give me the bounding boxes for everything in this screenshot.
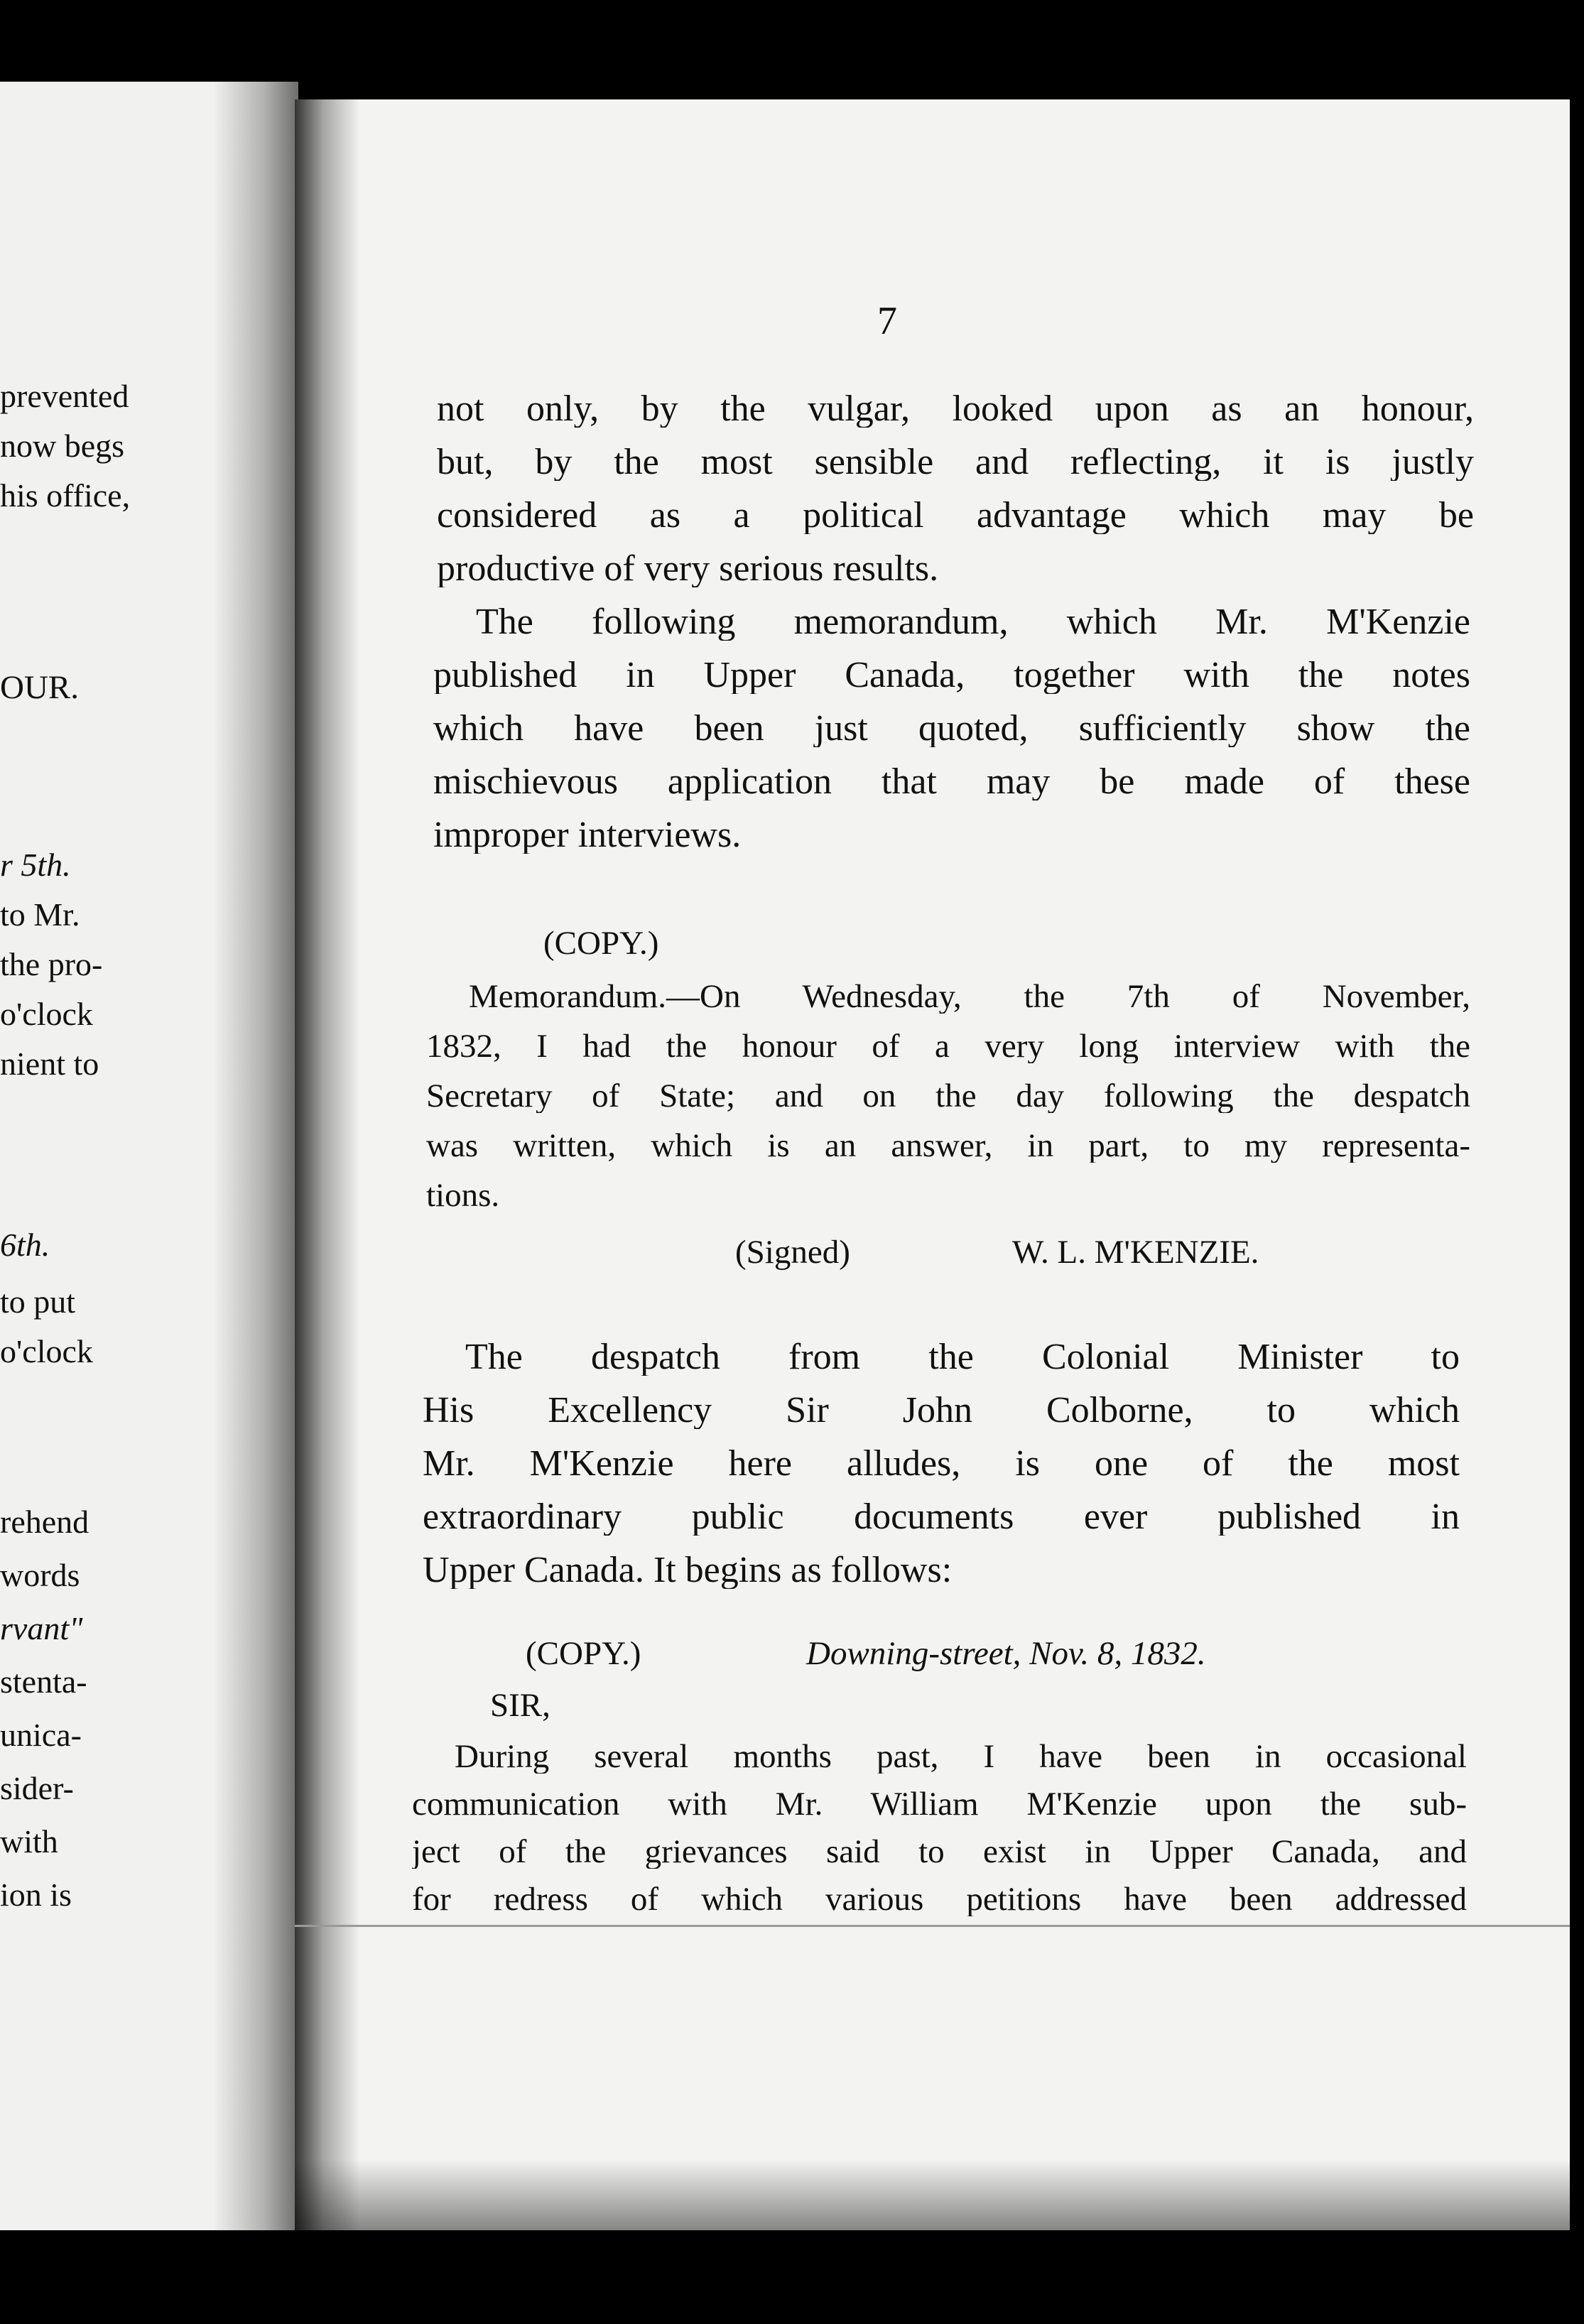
left-page-line: o'clock [0,996,93,1032]
page-edge-rule [295,1925,1570,1927]
page-number: 7 [877,299,897,343]
signature: W. L. M'KENZIE. [1012,1234,1259,1271]
main-page [295,99,1570,2230]
left-page-line: now begs [0,428,125,464]
left-gutter-shadow [213,82,298,2230]
text-line: mischievous application that may be made of these [433,764,1470,800]
left-page-line: r 5th. [0,847,71,883]
signed-label: (Signed) [735,1234,850,1271]
left-page-line: 6th. [0,1227,50,1263]
text-line: Memorandum.—On Wednesday, the 7th of November, [469,980,1470,1014]
salutation: SIR, [490,1687,550,1724]
copy-label: (COPY.) [526,1635,641,1672]
left-page-line: to Mr. [0,896,80,933]
left-page-line: the pro- [0,946,103,982]
text-line: tions. [426,1179,500,1212]
dateline: Downing-street, Nov. 8, 1832. [806,1635,1206,1672]
left-page-line: rvant" [0,1610,83,1646]
text-line: productive of very serious results. [437,550,939,587]
left-page-line: unica- [0,1717,82,1753]
left-page-line: ion is [0,1877,72,1913]
left-page-line: to put [0,1283,76,1320]
text-line: The following memorandum, which Mr. M'Kenzie [476,604,1470,641]
bottom-shadow [295,2159,1570,2230]
text-line: 1832, I had the honour of a very long interview with the [426,1030,1470,1063]
left-page-line: his office, [0,477,131,514]
spine-shadow [295,99,359,2230]
text-line: improper interviews. [433,817,742,854]
left-page-line: prevented [0,378,129,414]
text-line: which have been just quoted, sufficiently show the [433,710,1470,747]
left-page-line: o'clock [0,1333,93,1369]
left-facing-page [0,82,298,2230]
text-line: The despatch from the Colonial Minister to [465,1339,1460,1376]
text-line: published in Upper Canada, together with the notes [433,657,1470,694]
text-line: Upper Canada. It begins as follows: [423,1552,953,1589]
left-page-line: OUR. [0,669,79,706]
left-page-line: sider- [0,1770,74,1806]
text-line: His Excellency Sir John Colborne, to which [423,1392,1460,1429]
left-page-line: words [0,1557,80,1593]
text-line: ject of the grievances said to exist in Upper Canada, and [412,1835,1467,1869]
left-page-line: stenta- [0,1663,87,1700]
text-line: but, by the most sensible and reflecting, it is justly [437,444,1474,481]
text-line: extraordinary public documents ever published in [423,1499,1460,1536]
text-line: communication with Mr. William M'Kenzie upon the sub- [412,1788,1467,1821]
text-line: During several months past, I have been in occasional [455,1740,1467,1774]
text-line: Secretary of State; and on the day following the despatch [426,1080,1470,1113]
left-page-line: nient to [0,1046,99,1082]
text-line: considered as a political advantage which may be [437,497,1474,534]
left-page-line: with [0,1823,58,1859]
text-line: was written, which is an answer, in part, to my representa- [426,1129,1470,1163]
text-line: Mr. M'Kenzie here alludes, is one of the most [423,1445,1460,1482]
left-page-line: rehend [0,1504,89,1540]
text-line: not only, by the vulgar, looked upon as an honour, [437,391,1474,428]
text-line: for redress of which various petitions have been addressed [412,1883,1467,1916]
copy-label: (COPY.) [543,925,659,962]
